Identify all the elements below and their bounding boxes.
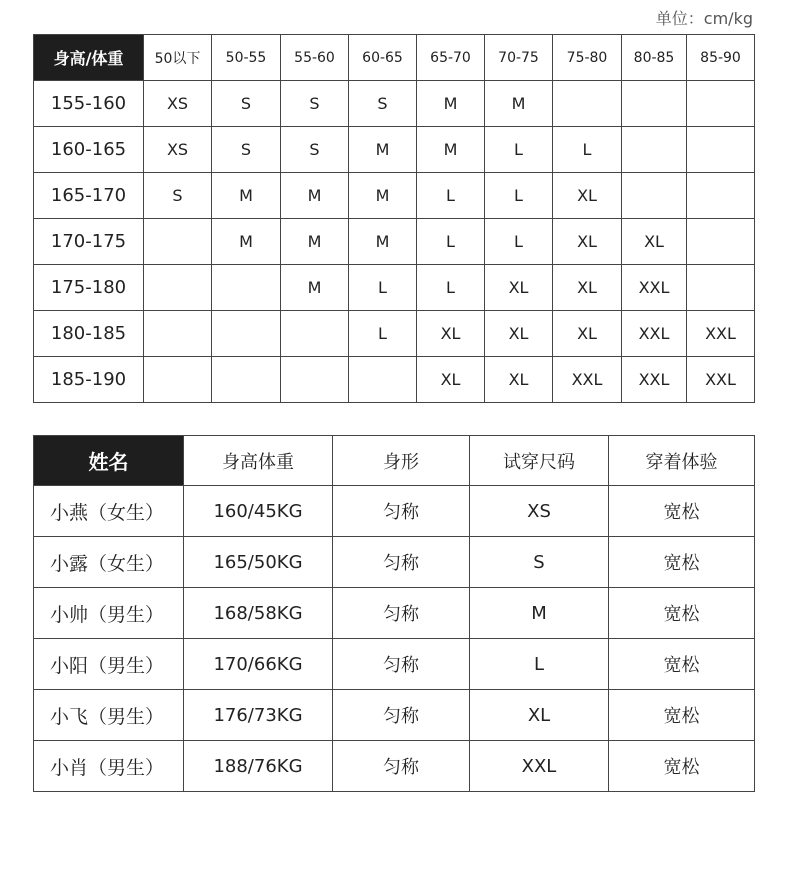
height-weight-cell: 176/73KG — [184, 690, 333, 741]
size-cell — [687, 127, 755, 173]
weight-header: 70-75 — [485, 35, 553, 81]
size-cell — [687, 81, 755, 127]
wearing-experience-cell: 宽松 — [609, 690, 755, 741]
weight-header: 80-85 — [622, 35, 687, 81]
height-weight-cell: 188/76KG — [184, 741, 333, 792]
wearing-experience-cell: 宽松 — [609, 537, 755, 588]
size-chart-row — [34, 173, 755, 219]
size-chart-row — [34, 81, 755, 127]
size-cell: M — [349, 173, 417, 219]
name-cell: 小肖（男生） — [34, 741, 184, 792]
trial-row — [34, 690, 755, 741]
trial-row — [34, 486, 755, 537]
size-chart-row — [34, 311, 755, 357]
size-cell: L — [485, 173, 553, 219]
size-cell — [212, 311, 281, 357]
trial-size-cell: M — [470, 588, 609, 639]
trial-size-cell: L — [470, 639, 609, 690]
size-cell: XS — [144, 81, 212, 127]
size-cell: M — [212, 173, 281, 219]
size-cell — [281, 357, 349, 403]
size-cell: M — [349, 219, 417, 265]
weight-header: 60-65 — [349, 35, 417, 81]
wearing-experience-cell: 宽松 — [609, 588, 755, 639]
body-shape-header: 身形 — [333, 436, 470, 486]
name-cell: 小露（女生） — [34, 537, 184, 588]
size-cell: M — [349, 127, 417, 173]
height-range-cell: 175-180 — [34, 265, 144, 311]
size-cell: XL — [622, 219, 687, 265]
size-cell: XL — [417, 311, 485, 357]
size-chart-table — [33, 34, 755, 403]
size-cell: S — [144, 173, 212, 219]
size-chart-row — [34, 127, 755, 173]
size-cell: S — [212, 127, 281, 173]
height-weight-cell: 168/58KG — [184, 588, 333, 639]
size-cell: XL — [553, 311, 622, 357]
body-shape-cell: 匀称 — [333, 588, 470, 639]
size-cell: XL — [485, 265, 553, 311]
size-cell: L — [553, 127, 622, 173]
name-cell: 小帅（男生） — [34, 588, 184, 639]
body-shape-cell: 匀称 — [333, 741, 470, 792]
size-cell — [687, 173, 755, 219]
size-chart-row — [34, 357, 755, 403]
size-cell: S — [281, 81, 349, 127]
size-cell — [553, 81, 622, 127]
trial-size-header: 试穿尺码 — [470, 436, 609, 486]
wearing-experience-cell: 宽松 — [609, 639, 755, 690]
trial-size-cell: XXL — [470, 741, 609, 792]
size-cell — [622, 81, 687, 127]
size-chart-row — [34, 219, 755, 265]
size-cell: L — [485, 219, 553, 265]
size-cell: XXL — [687, 357, 755, 403]
weight-header: 65-70 — [417, 35, 485, 81]
trial-size-cell: S — [470, 537, 609, 588]
trial-row — [34, 588, 755, 639]
height-range-cell: 180-185 — [34, 311, 144, 357]
unit-label: 单位：cm/kg — [655, 9, 753, 28]
size-cell — [281, 311, 349, 357]
size-cell: L — [417, 173, 485, 219]
height-range-cell: 155-160 — [34, 81, 144, 127]
trial-header-row — [34, 436, 755, 486]
size-cell: M — [281, 219, 349, 265]
height-range-cell: 165-170 — [34, 173, 144, 219]
name-cell: 小飞（男生） — [34, 690, 184, 741]
weight-header: 50-55 — [212, 35, 281, 81]
size-cell: M — [417, 127, 485, 173]
size-cell: XL — [553, 265, 622, 311]
size-cell: S — [349, 81, 417, 127]
size-cell: S — [281, 127, 349, 173]
size-chart-row — [34, 265, 755, 311]
size-cell: XXL — [622, 357, 687, 403]
weight-header: 75-80 — [553, 35, 622, 81]
weight-header: 55-60 — [281, 35, 349, 81]
trial-row — [34, 537, 755, 588]
body-shape-cell: 匀称 — [333, 639, 470, 690]
height-weight-cell: 160/45KG — [184, 486, 333, 537]
trial-row — [34, 639, 755, 690]
size-cell: M — [485, 81, 553, 127]
name-header: 姓名 — [34, 436, 184, 486]
size-cell: XXL — [687, 311, 755, 357]
size-cell — [687, 265, 755, 311]
height-weight-header: 身高体重 — [184, 436, 333, 486]
size-cell: XS — [144, 127, 212, 173]
size-cell: M — [281, 173, 349, 219]
wearing-experience-cell: 宽松 — [609, 741, 755, 792]
size-cell — [144, 265, 212, 311]
weight-header: 50以下 — [144, 35, 212, 81]
height-range-cell: 185-190 — [34, 357, 144, 403]
size-cell: L — [417, 265, 485, 311]
size-cell: S — [212, 81, 281, 127]
body-shape-cell: 匀称 — [333, 690, 470, 741]
size-cell: XL — [417, 357, 485, 403]
height-weight-cell: 170/66KG — [184, 639, 333, 690]
size-cell: L — [349, 311, 417, 357]
size-cell — [212, 265, 281, 311]
weight-header: 85-90 — [687, 35, 755, 81]
size-cell — [687, 219, 755, 265]
wearing-experience-cell: 宽松 — [609, 486, 755, 537]
size-cell: XXL — [622, 311, 687, 357]
body-shape-cell: 匀称 — [333, 537, 470, 588]
size-cell — [144, 357, 212, 403]
trial-size-cell: XL — [470, 690, 609, 741]
size-cell: M — [281, 265, 349, 311]
height-range-cell: 160-165 — [34, 127, 144, 173]
corner-header: 身高/体重 — [34, 35, 144, 81]
size-cell: L — [349, 265, 417, 311]
size-cell: XL — [553, 219, 622, 265]
size-cell: XXL — [553, 357, 622, 403]
size-cell — [212, 357, 281, 403]
name-cell: 小燕（女生） — [34, 486, 184, 537]
trial-fitting-table — [33, 435, 755, 792]
size-cell: M — [212, 219, 281, 265]
wearing-experience-header: 穿着体验 — [609, 436, 755, 486]
size-cell: XL — [485, 311, 553, 357]
size-chart-header-row — [34, 35, 755, 81]
trial-size-cell: XS — [470, 486, 609, 537]
size-cell: M — [417, 81, 485, 127]
size-cell — [144, 219, 212, 265]
size-cell — [622, 173, 687, 219]
height-range-cell: 170-175 — [34, 219, 144, 265]
name-cell: 小阳（男生） — [34, 639, 184, 690]
size-cell: L — [485, 127, 553, 173]
size-cell — [144, 311, 212, 357]
height-weight-cell: 165/50KG — [184, 537, 333, 588]
trial-row — [34, 741, 755, 792]
size-cell — [349, 357, 417, 403]
body-shape-cell: 匀称 — [333, 486, 470, 537]
size-cell: L — [417, 219, 485, 265]
size-cell: XL — [553, 173, 622, 219]
size-cell: XXL — [622, 265, 687, 311]
size-cell: XL — [485, 357, 553, 403]
size-cell — [622, 127, 687, 173]
